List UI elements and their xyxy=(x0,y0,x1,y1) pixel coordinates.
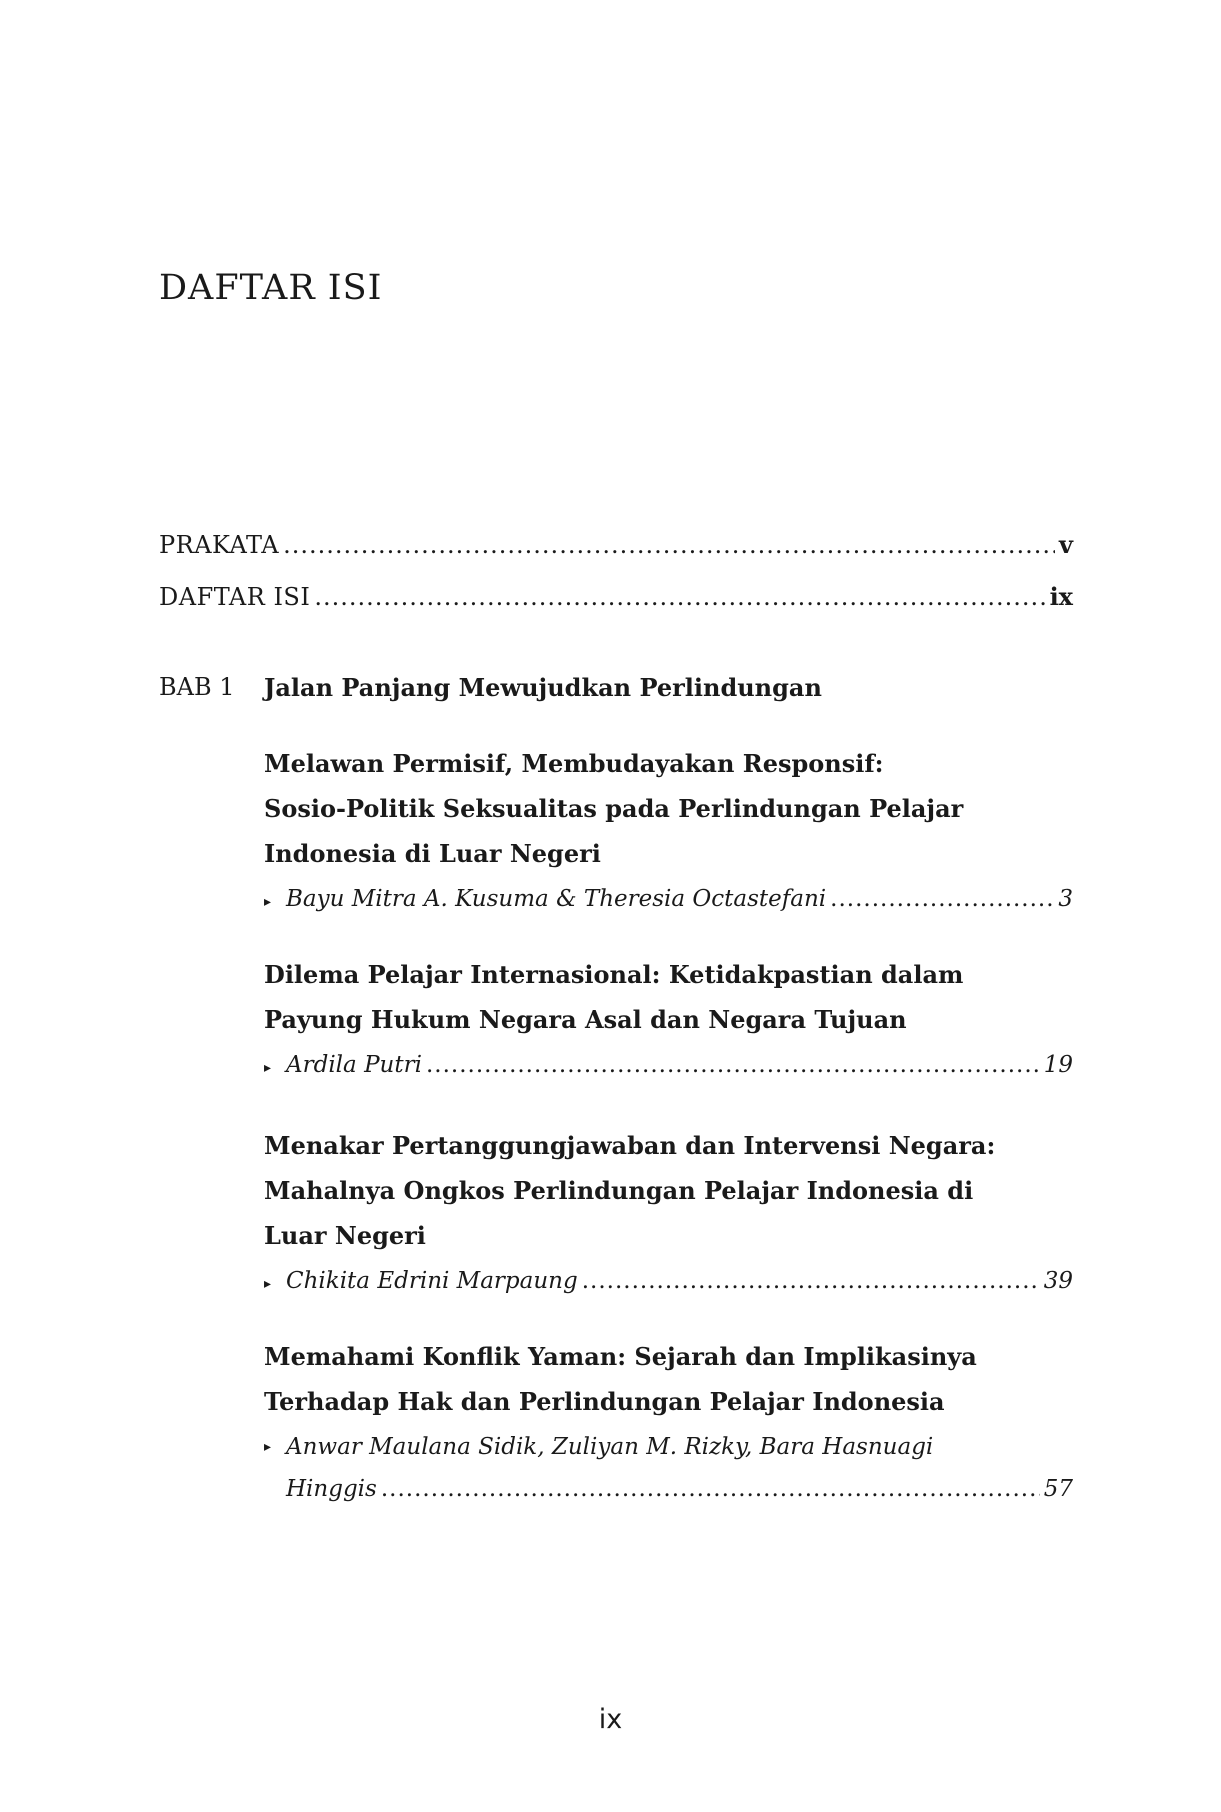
toc-entry-page: v xyxy=(1059,530,1073,559)
author-line xyxy=(264,878,1073,923)
leader-dots xyxy=(830,878,1054,920)
article-title-line: Luar Negeri xyxy=(264,1221,426,1250)
chapter-title: Jalan Panjang Mewujudkan Perlindungan xyxy=(264,673,822,702)
author-line xyxy=(264,1260,1073,1305)
chapter-number: BAB 1 xyxy=(159,673,235,701)
leader-dots xyxy=(314,583,1045,611)
article-entry[interactable] xyxy=(264,952,1073,1089)
author-line-first xyxy=(264,1426,1073,1468)
leader-dots xyxy=(582,1260,1040,1302)
article-authors: Hinggis xyxy=(286,1476,377,1502)
article-title-line: Memahami Konflik Yaman: Sejarah dan Implikasinya xyxy=(264,1342,977,1371)
article-title-line: Sosio-Politik Seksualitas pada Perlindungan Pelajar xyxy=(264,794,964,823)
leader-dots xyxy=(283,531,1055,559)
article-entry[interactable] xyxy=(264,1334,1073,1510)
article-authors: Bayu Mitra A. Kusuma & Theresia Octastefani xyxy=(286,886,827,912)
article-entry[interactable] xyxy=(264,741,1073,923)
article-page: 3 xyxy=(1058,886,1073,912)
leader-dots xyxy=(381,1468,1040,1510)
article-title-line: Melawan Permisif, Membudayakan Responsif: xyxy=(264,749,884,778)
bullet-arrow-icon: ▸ xyxy=(264,894,272,910)
article-title-line: Mahalnya Ongkos Perlindungan Pelajar Indonesia di xyxy=(264,1176,974,1205)
author-line xyxy=(264,1468,1073,1510)
page-number: ix xyxy=(598,1704,623,1735)
article-page: 39 xyxy=(1043,1268,1073,1294)
article-title-line: Payung Hukum Negara Asal dan Negara Tujuan xyxy=(264,1005,907,1034)
bullet-arrow-icon: ▸ xyxy=(264,1060,272,1076)
page-title: DAFTAR ISI xyxy=(159,268,383,308)
article-title-line: Dilema Pelajar Internasional: Ketidakpastian dalam xyxy=(264,960,964,989)
toc-entry-page: ix xyxy=(1049,582,1073,611)
article-entry[interactable] xyxy=(264,1123,1073,1305)
toc-entry-label: DAFTAR ISI xyxy=(159,583,311,611)
toc-entry-prakata[interactable] xyxy=(159,530,1073,559)
bullet-arrow-icon: ▸ xyxy=(264,1276,272,1292)
article-title-line: Terhadap Hak dan Perlindungan Pelajar Indonesia xyxy=(264,1387,945,1416)
toc-entry-daftar-isi[interactable] xyxy=(159,582,1073,611)
article-authors: Chikita Edrini Marpaung xyxy=(286,1268,578,1294)
article-title-line: Indonesia di Luar Negeri xyxy=(264,839,601,868)
article-authors-first: Anwar Maulana Sidik, Zuliyan M. Rizky, Bara Hasnuagi xyxy=(286,1434,934,1460)
article-authors: Ardila Putri xyxy=(286,1052,422,1078)
bullet-arrow-icon: ▸ xyxy=(264,1439,272,1455)
author-line xyxy=(264,1044,1073,1089)
article-page: 19 xyxy=(1043,1052,1073,1078)
leader-dots xyxy=(426,1044,1040,1086)
article-title-line: Menakar Pertanggungjawaban dan Intervensi Negara: xyxy=(264,1131,996,1160)
toc-entry-label: PRAKATA xyxy=(159,531,280,559)
article-page: 57 xyxy=(1043,1476,1073,1502)
chapter-heading xyxy=(159,673,822,702)
